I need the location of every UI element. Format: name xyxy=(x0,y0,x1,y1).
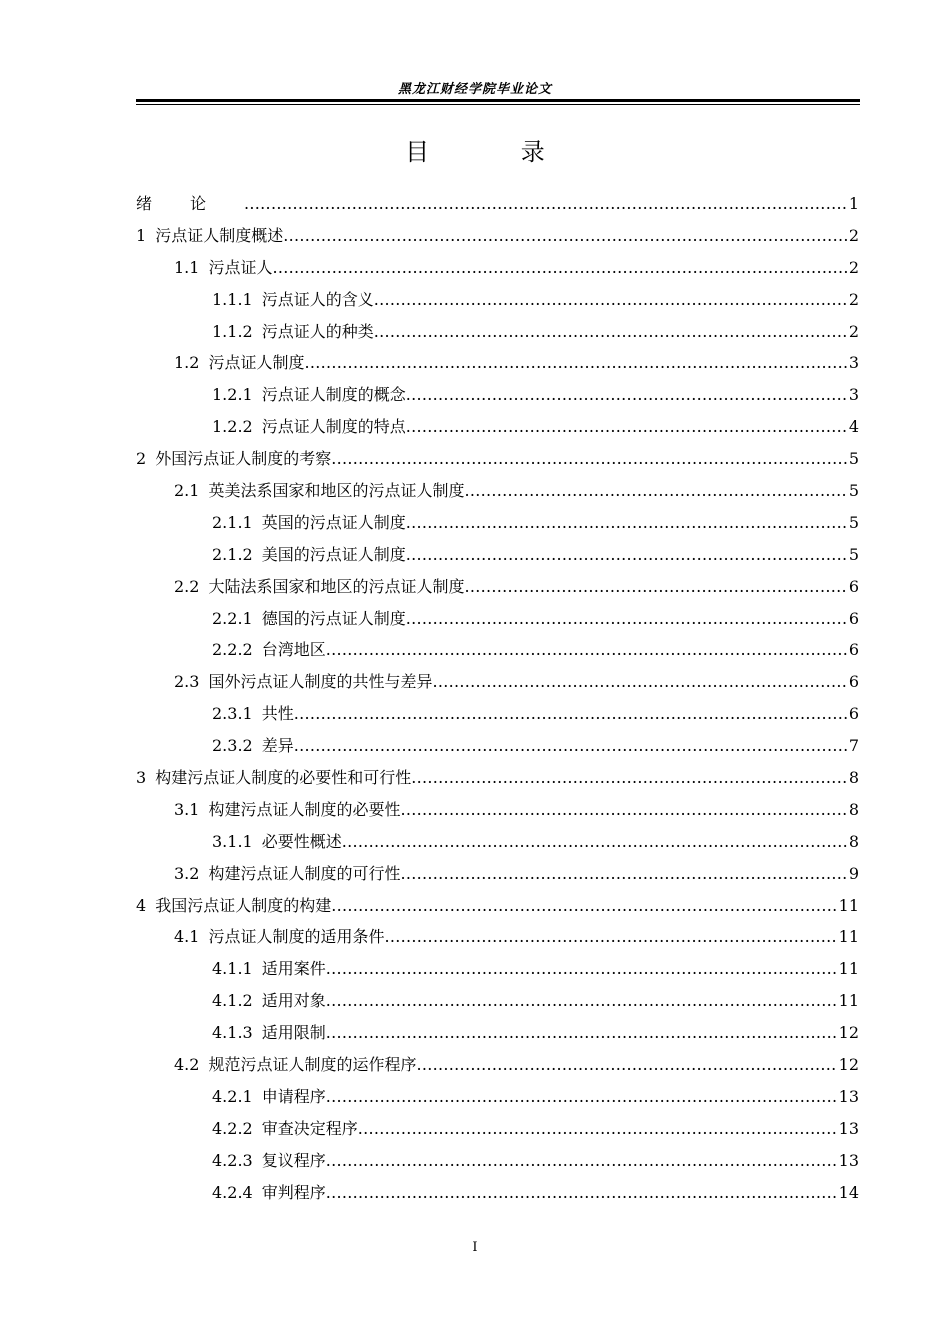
toc-entry-title: 国外污点证人制度的共性与差异 xyxy=(208,672,433,692)
toc-entry-number: 4.2.3 xyxy=(212,1150,253,1170)
toc-entry-number: 3 xyxy=(136,768,147,788)
toc-dot-leader xyxy=(283,220,848,252)
toc-entry-number: 4.2.4 xyxy=(212,1182,253,1202)
toc-dot-leader xyxy=(304,347,847,379)
toc-entry-title: 必要性概述 xyxy=(261,831,342,851)
toc-entry[interactable] xyxy=(136,762,859,794)
toc-entry-title: 污点证人的种类 xyxy=(261,321,374,341)
toc-entry-page: 13 xyxy=(838,1118,859,1138)
toc-entry-title: 我国污点证人制度的构建 xyxy=(155,895,332,915)
toc-entry[interactable] xyxy=(136,539,859,571)
toc-entry-page: 2 xyxy=(848,321,859,341)
toc-entry-title: 构建污点证人制度的必要性 xyxy=(208,799,401,819)
toc-dot-leader xyxy=(400,858,847,890)
toc-entry-number: 2.2.1 xyxy=(212,608,253,628)
toc-entry[interactable] xyxy=(136,794,859,826)
toc-dot-leader xyxy=(342,826,848,858)
toc-entry-number: 4.2 xyxy=(174,1055,200,1075)
toc-entry-title: 差异 xyxy=(261,736,294,756)
toc-entry-number: 2.2 xyxy=(174,576,200,596)
toc-entry[interactable] xyxy=(136,571,859,603)
toc-entry-page: 14 xyxy=(838,1182,859,1202)
toc-entry-title: 污点证人制度的概念 xyxy=(261,385,406,405)
toc-entry[interactable] xyxy=(136,284,859,316)
toc-entry-page: 6 xyxy=(848,608,859,628)
toc-entry-number: 2 xyxy=(136,449,147,469)
toc-entry-page: 4 xyxy=(848,417,859,437)
toc-entry-number: 1.1 xyxy=(174,257,200,277)
toc-entry-page: 8 xyxy=(848,799,859,819)
toc-entry-page: 5 xyxy=(848,481,859,501)
toc-entry-title: 适用案件 xyxy=(261,959,326,979)
toc-dot-leader xyxy=(432,666,847,698)
toc-entry[interactable] xyxy=(136,858,859,890)
toc-dot-leader xyxy=(464,571,847,603)
toc-dot-leader xyxy=(326,1177,838,1209)
toc-entry[interactable] xyxy=(136,252,859,284)
toc-entry-page: 5 xyxy=(848,544,859,564)
toc-entry-number: 4.1.2 xyxy=(212,991,253,1011)
toc-entry-number: 3.2 xyxy=(174,863,200,883)
toc-entry-number: 2.2.2 xyxy=(212,640,253,660)
toc-entry-number: 3.1.1 xyxy=(212,831,253,851)
toc-entry[interactable] xyxy=(136,443,859,475)
toc-entry-title: 外国污点证人制度的考察 xyxy=(155,449,332,469)
toc-entry-number: 3.1 xyxy=(174,799,200,819)
toc-entry[interactable] xyxy=(136,730,859,762)
toc-dot-leader xyxy=(374,284,848,316)
toc-entry-title: 英国的污点证人制度 xyxy=(261,512,406,532)
toc-dot-leader xyxy=(244,188,848,220)
toc-entry-title: 污点证人 xyxy=(208,257,273,277)
toc-entry-page: 7 xyxy=(848,736,859,756)
toc-entry-title: 污点证人制度的适用条件 xyxy=(208,927,385,947)
toc-dot-leader xyxy=(406,379,848,411)
toc-entry-number: 2.1.1 xyxy=(212,512,253,532)
toc-entry-title: 污点证人制度概述 xyxy=(155,225,284,245)
toc-entry[interactable] xyxy=(136,347,859,379)
toc-entry-page: 6 xyxy=(848,640,859,660)
toc-dot-leader xyxy=(326,1145,838,1177)
toc-dot-leader xyxy=(406,603,848,635)
toc-entry[interactable] xyxy=(136,1081,859,1113)
toc-dot-leader xyxy=(406,411,848,443)
header-rule-thin xyxy=(136,104,860,105)
toc-dot-leader xyxy=(411,762,848,794)
toc-entry-number: 2.3.1 xyxy=(212,704,253,724)
toc-dot-leader xyxy=(416,1049,837,1081)
toc-entry-number: 4.1 xyxy=(174,927,200,947)
toc-dot-leader xyxy=(326,953,838,985)
toc-entry[interactable] xyxy=(136,1049,859,1081)
toc-entry-title: 审查决定程序 xyxy=(261,1118,358,1138)
toc-entry-number: 1.2 xyxy=(174,353,200,373)
toc-entry-number: 4 xyxy=(136,895,147,915)
toc-entry-number: 1.1.2 xyxy=(212,321,253,341)
toc-entry-title: 复议程序 xyxy=(261,1150,326,1170)
toc-entry-title: 构建污点证人制度的必要性和可行性 xyxy=(155,768,412,788)
toc-entry-title: 德国的污点证人制度 xyxy=(261,608,406,628)
toc-dot-leader xyxy=(326,1081,838,1113)
toc-entry-number: 4.2.2 xyxy=(212,1118,253,1138)
toc-entry-title: 污点证人制度 xyxy=(208,353,305,373)
toc-dot-leader xyxy=(326,1017,838,1049)
toc-entry-title: 适用限制 xyxy=(261,1023,326,1043)
toc-dot-leader xyxy=(384,921,837,953)
toc-entry-title: 美国的污点证人制度 xyxy=(261,544,406,564)
toc-entry-title: 英美法系国家和地区的污点证人制度 xyxy=(208,481,465,501)
toc-entry-page: 8 xyxy=(848,831,859,851)
toc-entry-page: 9 xyxy=(848,863,859,883)
toc-entry-page: 13 xyxy=(838,1150,859,1170)
toc-entry-number: 2.1 xyxy=(174,481,200,501)
toc-entry-page: 12 xyxy=(838,1055,859,1075)
toc-entry-page: 11 xyxy=(838,959,859,979)
toc-entry-title: 申请程序 xyxy=(261,1086,326,1106)
toc-entry-title: 适用对象 xyxy=(261,991,326,1011)
toc-entry-page: 1 xyxy=(848,194,859,213)
toc-dot-leader xyxy=(294,698,848,730)
toc-entry[interactable] xyxy=(136,603,859,635)
toc-entry[interactable] xyxy=(136,1145,859,1177)
toc-entry-page: 5 xyxy=(848,512,859,532)
toc-entry-title: 污点证人制度的特点 xyxy=(261,417,406,437)
toc-entry[interactable] xyxy=(136,826,859,858)
toc-entry-page: 6 xyxy=(848,576,859,596)
toc-entry-page: 13 xyxy=(838,1086,859,1106)
toc-entry-page: 5 xyxy=(848,449,859,469)
toc-dot-leader xyxy=(331,890,837,922)
toc-entry-title: 规范污点证人制度的运作程序 xyxy=(208,1055,417,1075)
toc-entry-page: 2 xyxy=(848,225,859,245)
toc-entry-page: 2 xyxy=(848,289,859,309)
toc-dot-leader xyxy=(326,985,838,1017)
page-number: I xyxy=(472,1240,478,1255)
toc-dot-leader xyxy=(374,316,848,348)
toc-entry-number: 1.2.1 xyxy=(212,385,253,405)
toc-dot-leader xyxy=(358,1113,838,1145)
toc-entry[interactable] xyxy=(136,475,859,507)
toc-entry[interactable] xyxy=(136,379,859,411)
toc-entry[interactable] xyxy=(136,921,859,953)
toc-entry-page: 3 xyxy=(848,385,859,405)
toc-entry[interactable] xyxy=(136,698,859,730)
toc-entry-page: 8 xyxy=(848,768,859,788)
toc-entry[interactable] xyxy=(136,411,859,443)
toc-entry-number: 4.1.3 xyxy=(212,1023,253,1043)
toc-entry[interactable] xyxy=(136,666,859,698)
toc-entry[interactable] xyxy=(136,634,859,666)
toc-dot-leader xyxy=(331,443,848,475)
toc-entry-number: 4.2.1 xyxy=(212,1086,253,1106)
toc-dot-leader xyxy=(400,794,847,826)
toc-entry-title: 大陆法系国家和地区的污点证人制度 xyxy=(208,576,465,596)
toc-entry-page: 6 xyxy=(848,704,859,724)
toc-entry-page: 11 xyxy=(838,895,859,915)
toc-title: 目 录 xyxy=(405,138,587,166)
toc-entry-number: 1.1.1 xyxy=(212,289,253,309)
toc-entry-number: 2.1.2 xyxy=(212,544,253,564)
toc-entry[interactable] xyxy=(136,1177,859,1209)
toc-dot-leader xyxy=(464,475,847,507)
toc-entry[interactable] xyxy=(136,1017,859,1049)
toc-dot-leader xyxy=(406,539,848,571)
toc-entry-title: 台湾地区 xyxy=(261,640,326,660)
toc-entry[interactable] xyxy=(136,316,859,348)
toc-entry-page: 11 xyxy=(838,927,859,947)
toc-entry-title: 审判程序 xyxy=(261,1182,326,1202)
toc-entry-number: 4.1.1 xyxy=(212,959,253,979)
running-header: 黑龙江财经学院毕业论文 xyxy=(397,82,552,97)
toc-entry[interactable] xyxy=(136,220,859,252)
toc-entry-page: 12 xyxy=(838,1023,859,1043)
header-rule-thick xyxy=(136,99,860,102)
toc-dot-leader xyxy=(406,507,848,539)
toc-entry[interactable] xyxy=(136,985,859,1017)
toc-entry-page: 3 xyxy=(848,353,859,373)
toc-entry[interactable] xyxy=(136,953,859,985)
toc-entry-title: 绪论 xyxy=(136,194,245,213)
toc-entry[interactable] xyxy=(136,507,859,539)
toc-entry-title: 构建污点证人制度的可行性 xyxy=(208,863,401,883)
toc-dot-leader xyxy=(272,252,847,284)
toc-entry-number: 1 xyxy=(136,225,147,245)
table-of-contents xyxy=(136,188,859,1209)
toc-entry-number: 1.2.2 xyxy=(212,417,253,437)
toc-entry[interactable] xyxy=(136,1113,859,1145)
toc-dot-leader xyxy=(294,730,848,762)
toc-entry-title: 共性 xyxy=(261,704,294,724)
toc-entry[interactable] xyxy=(136,890,859,922)
toc-entry[interactable] xyxy=(136,188,859,220)
toc-entry-number: 2.3 xyxy=(174,672,200,692)
toc-entry-page: 11 xyxy=(838,991,859,1011)
toc-dot-leader xyxy=(326,634,848,666)
toc-entry-page: 6 xyxy=(848,672,859,692)
toc-entry-page: 2 xyxy=(848,257,859,277)
toc-entry-title: 污点证人的含义 xyxy=(261,289,374,309)
toc-entry-number: 2.3.2 xyxy=(212,736,253,756)
